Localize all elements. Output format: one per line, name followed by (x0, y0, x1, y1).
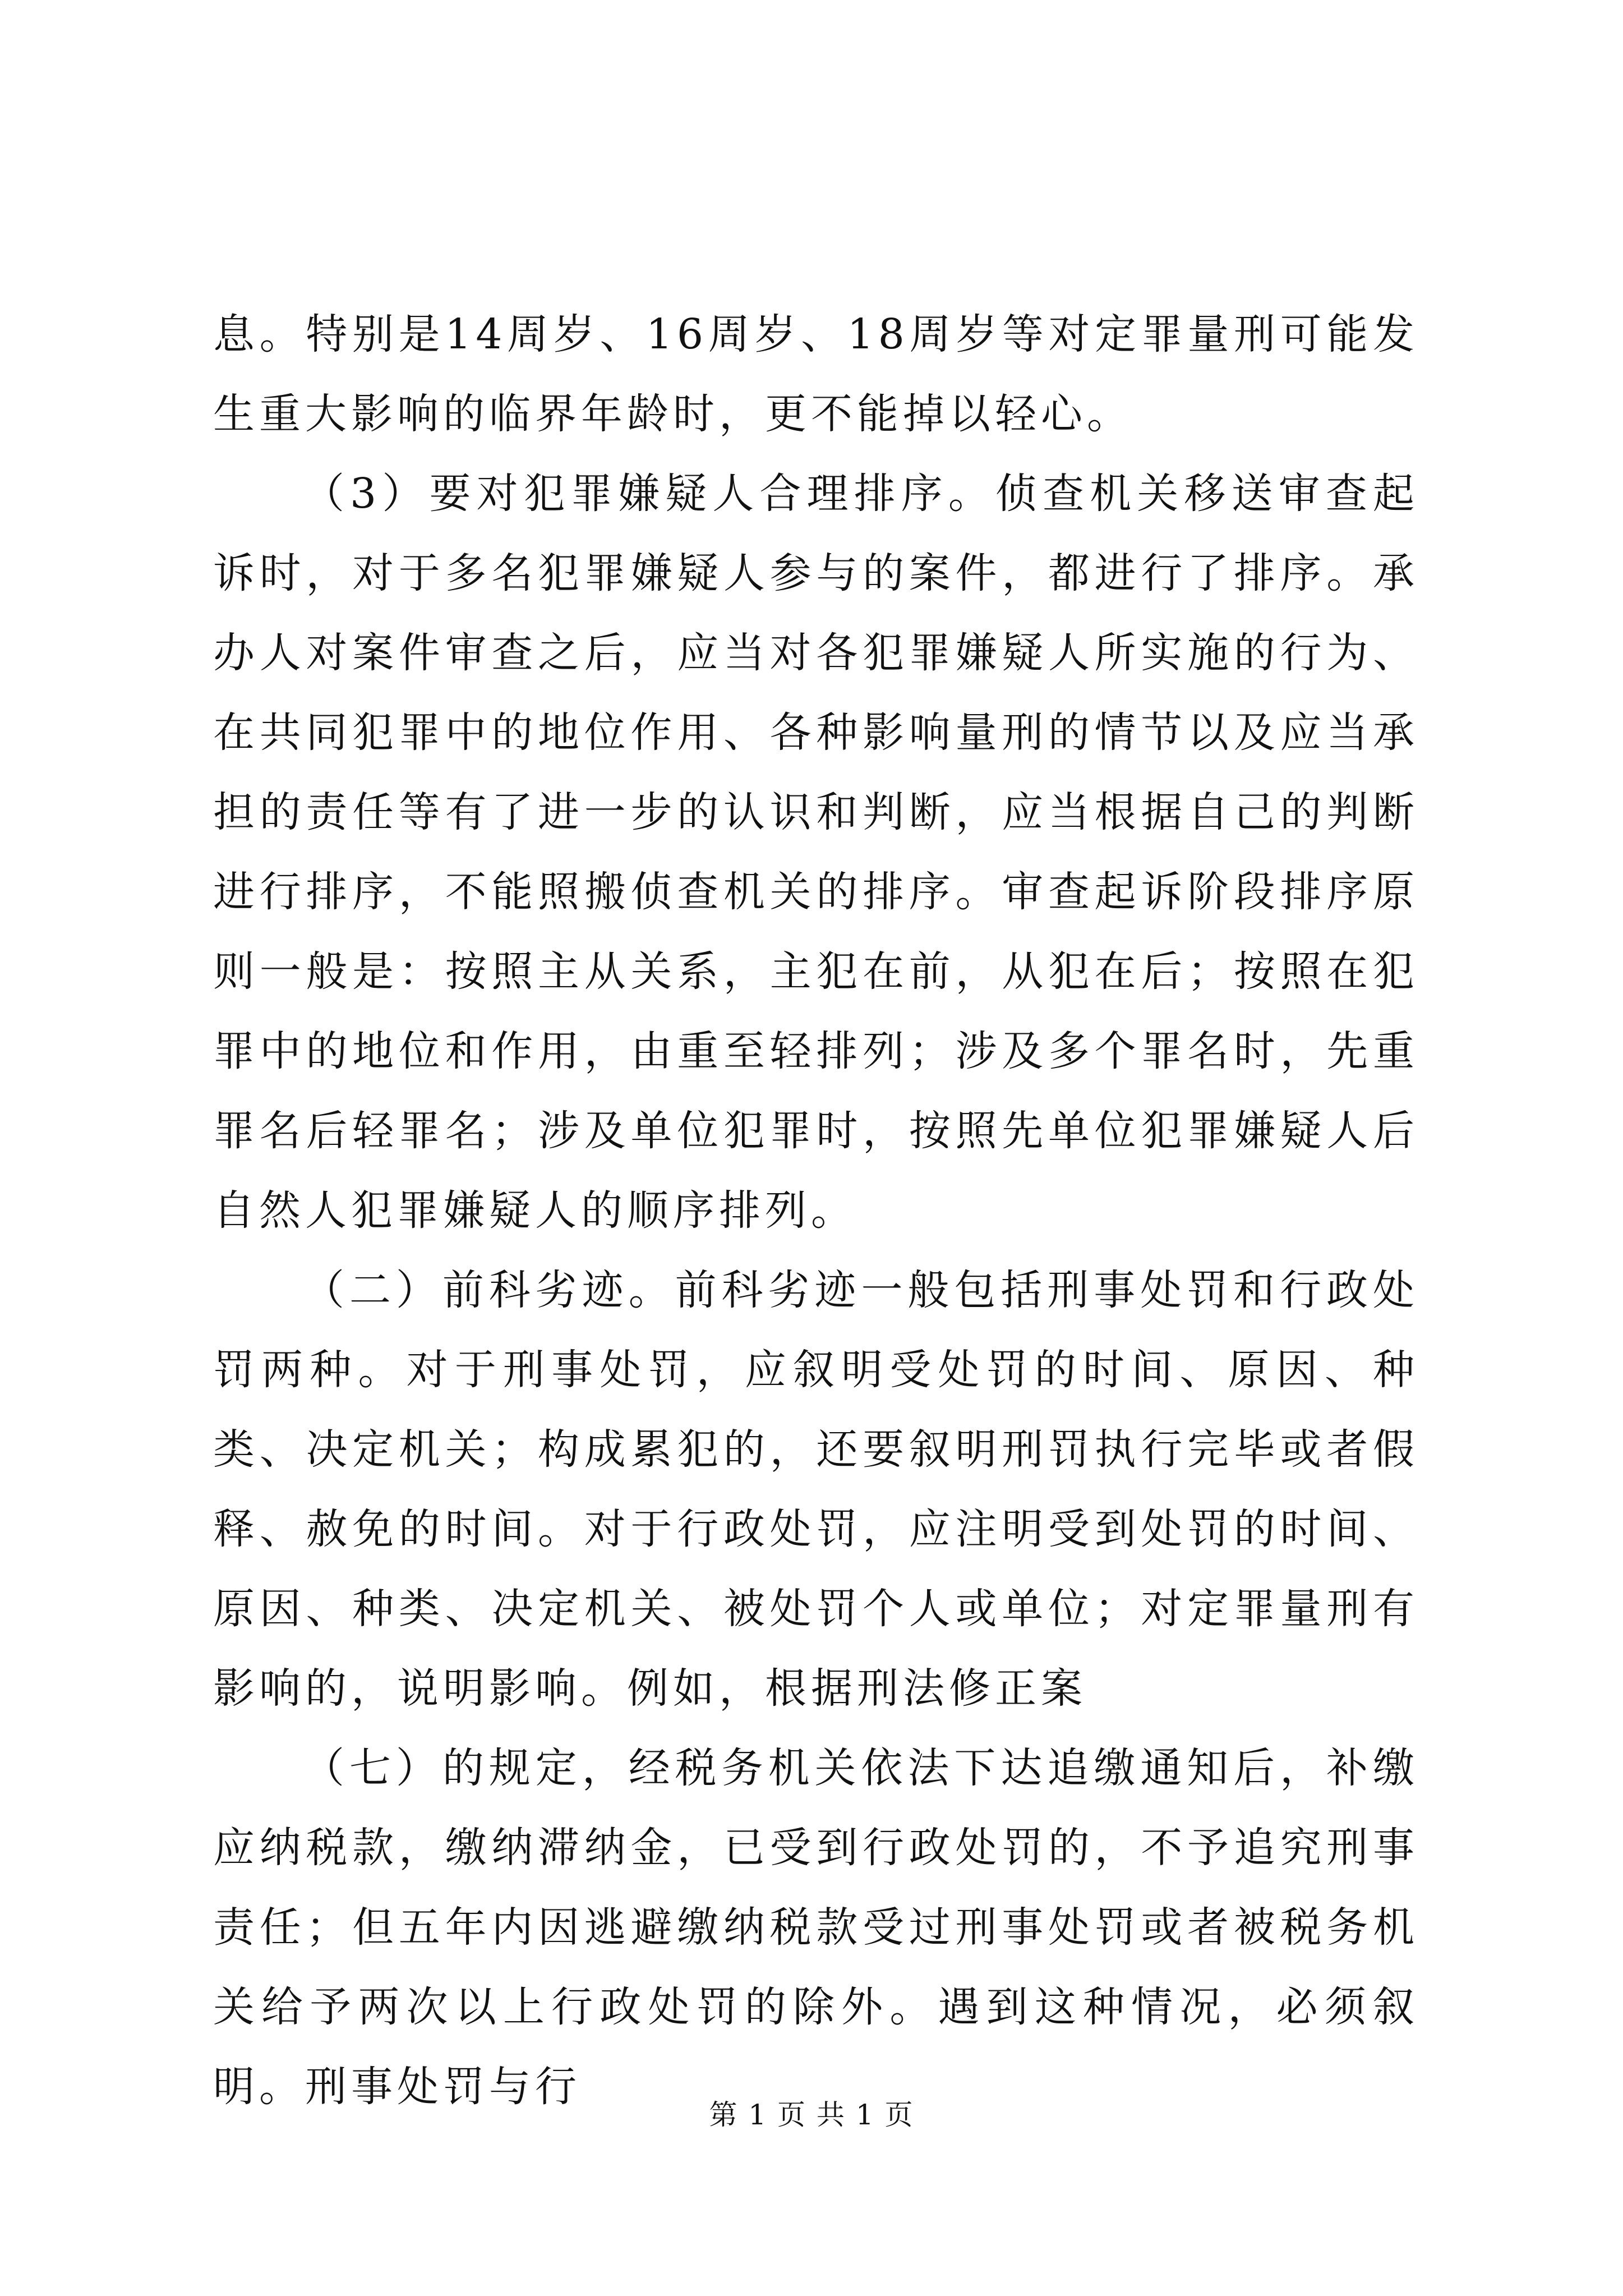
document-body (213, 295, 1419, 2127)
paragraph-continuation: 息。特别是14周岁、16周岁、18周岁等对定罪量刑可能发生重大影响的临界年龄时，更不能掉以轻心。 (213, 310, 1419, 438)
paragraph-criminal-record: （二）前科劣迹。前科劣迹一般包括刑事处罚和行政处罚两种。对于刑事处罚，应叙明受处罚的时间、原因、种类、决定机关；构成累犯的，还要叙明刑罚执行完毕或者假释、赦免的时间。对于行政处罚，应注明受到处罚的时间、原因、种类、决定机关、被处罚个人或单位；对定罪量刑有影响的，说明影响。例如，根据刑法修正案 (213, 1266, 1419, 1713)
paragraph-tax-provision: （七）的规定，经税务机关依法下达追缴通知后，补缴应纳税款，缴纳滞纳金，已受到行政处罚的，不予追究刑事责任；但五年内因逃避缴纳税款受过刑事处罚或者被税务机关给予两次以上行政处罚的除外。遇到这种情况，必须叙明。刑事处罚与行 (213, 1744, 1419, 2111)
paragraph-ordering-rules: （3）要对犯罪嫌疑人合理排序。侦查机关移送审查起诉时，对于多名犯罪嫌疑人参与的案件，都进行了排序。承办人对案件审查之后，应当对各犯罪嫌疑人所实施的行为、在共同犯罪中的地位作用、各种影响量刑的情节以及应当承担的责任等有了进一步的认识和判断，应当根据自己的判断进行排序，不能照搬侦查机关的排序。审查起诉阶段排序原则一般是：按照主从关系，主犯在前，从犯在后；按照在犯罪中的地位和作用，由重至轻排列；涉及多个罪名时，先重罪名后轻罪名；涉及单位犯罪时，按照先单位犯罪嫌疑人后自然人犯罪嫌疑人的顺序排列。 (213, 470, 1419, 1235)
page-footer: 第 1 页 共 1 页 (709, 2099, 914, 2131)
